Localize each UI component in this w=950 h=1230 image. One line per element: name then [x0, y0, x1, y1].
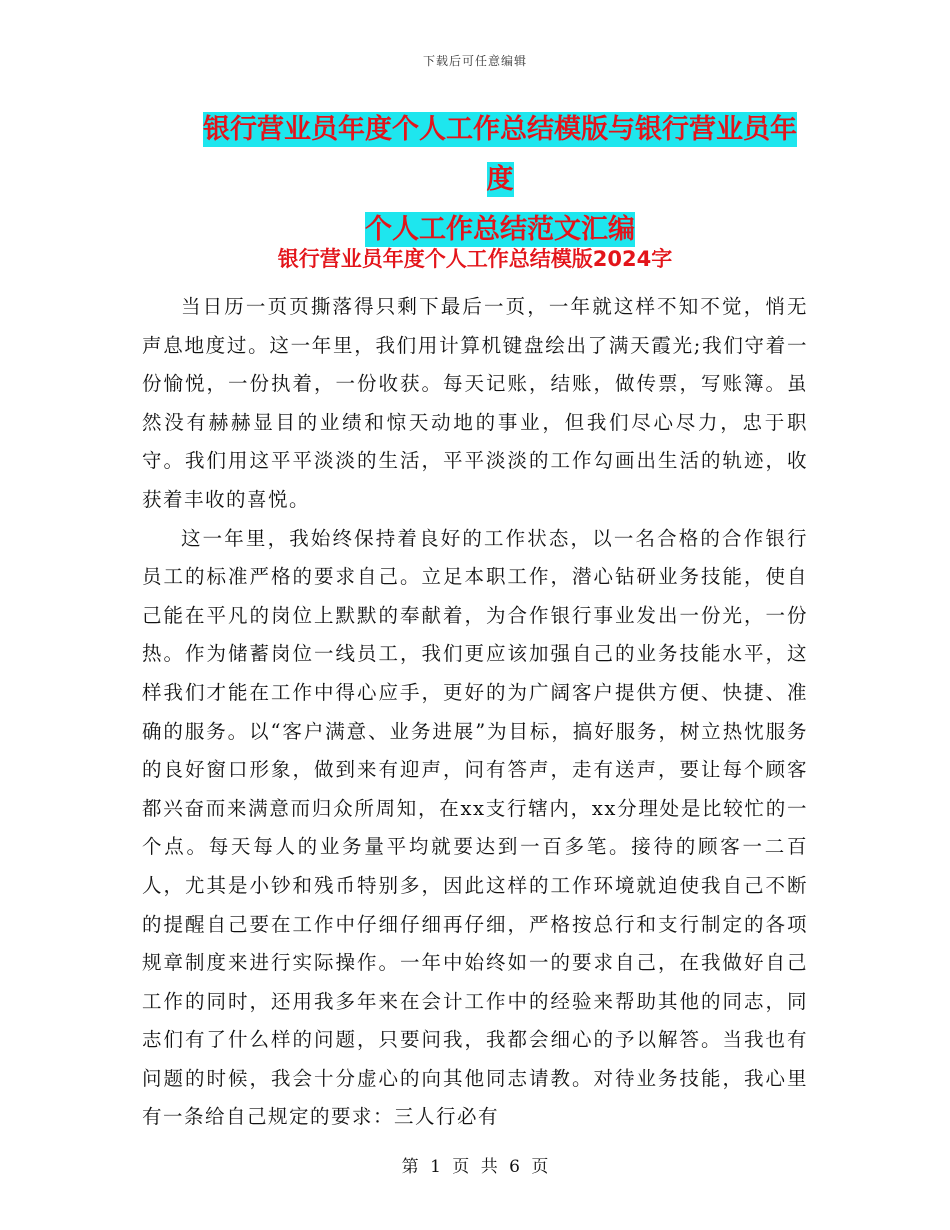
- body-text: [142, 288, 808, 1137]
- page-footer: 第 1 页 共 6 页: [401, 1157, 549, 1177]
- document-title-line-1: 银行营业员年度个人工作总结模版与银行营业员年度: [203, 114, 797, 195]
- document-title-line-2: 个人工作总结范文汇编: [365, 214, 635, 245]
- section-title: 银行营业员年度个人工作总结模版2024字: [277, 247, 673, 271]
- paragraph-1: 当日历一页页撕落得只剩下最后一页，一年就这样不知不觉，悄无声息地度过。这一年里，我们用计算机键盘绘出了满天霞光;我们守着一份愉悦，一份执着，一份收获。每天记账，结账，做传票，写账簿。虽然没有赫赫显目的业绩和惊天动地的事业，但我们尽心尽力，忠于职守。我们用这平平淡淡的生活，平平淡淡的工作勾画出生活的轨迹，收获着丰收的喜悦。: [142, 295, 808, 511]
- paragraph-2: 这一年里，我始终保持着良好的工作状态，以一名合格的合作银行员工的标准严格的要求自己。立足本职工作，潜心钻研业务技能，使自己能在平凡的岗位上默默的奉献着，为合作银行事业发出一份光，一份热。作为储蓄岗位一线员工，我们更应该加强自己的业务技能水平，这样我们才能在工作中得心应手，更好的为广阔客户提供方便、快捷、准确的服务。以“客户满意、业务进展”为目标，搞好服务，树立热忱服务的良好窗口形象，做到来有迎声，问有答声，走有送声，要让每个顾客都兴奋而来满意而归众所周知，在xx支行辖内，xx分理处是比较忙的一个点。每天每人的业务量平均就要达到一百多笔。接待的顾客一二百人，尤其是小钞和残币特别多，因此这样的工作环境就迫使我自己不断的提醒自己要在工作中仔细仔细再仔细，严格按总行和支行制定的各项规章制度来进行实际操作。一年中始终如一的要求自己，在我做好自己工作的同时，还用我多年来在会计工作中的经验来帮助其他的同志，同志们有了什么样的问题，只要问我，我都会细心的予以解答。当我也有问题的时候，我会十分虚心的向其他同志请教。对待业务技能，我心里有一条给自己规定的要求：三人行必有: [142, 526, 808, 1129]
- document-title: [190, 105, 810, 255]
- header-note: 下载后可任意编辑: [422, 54, 527, 68]
